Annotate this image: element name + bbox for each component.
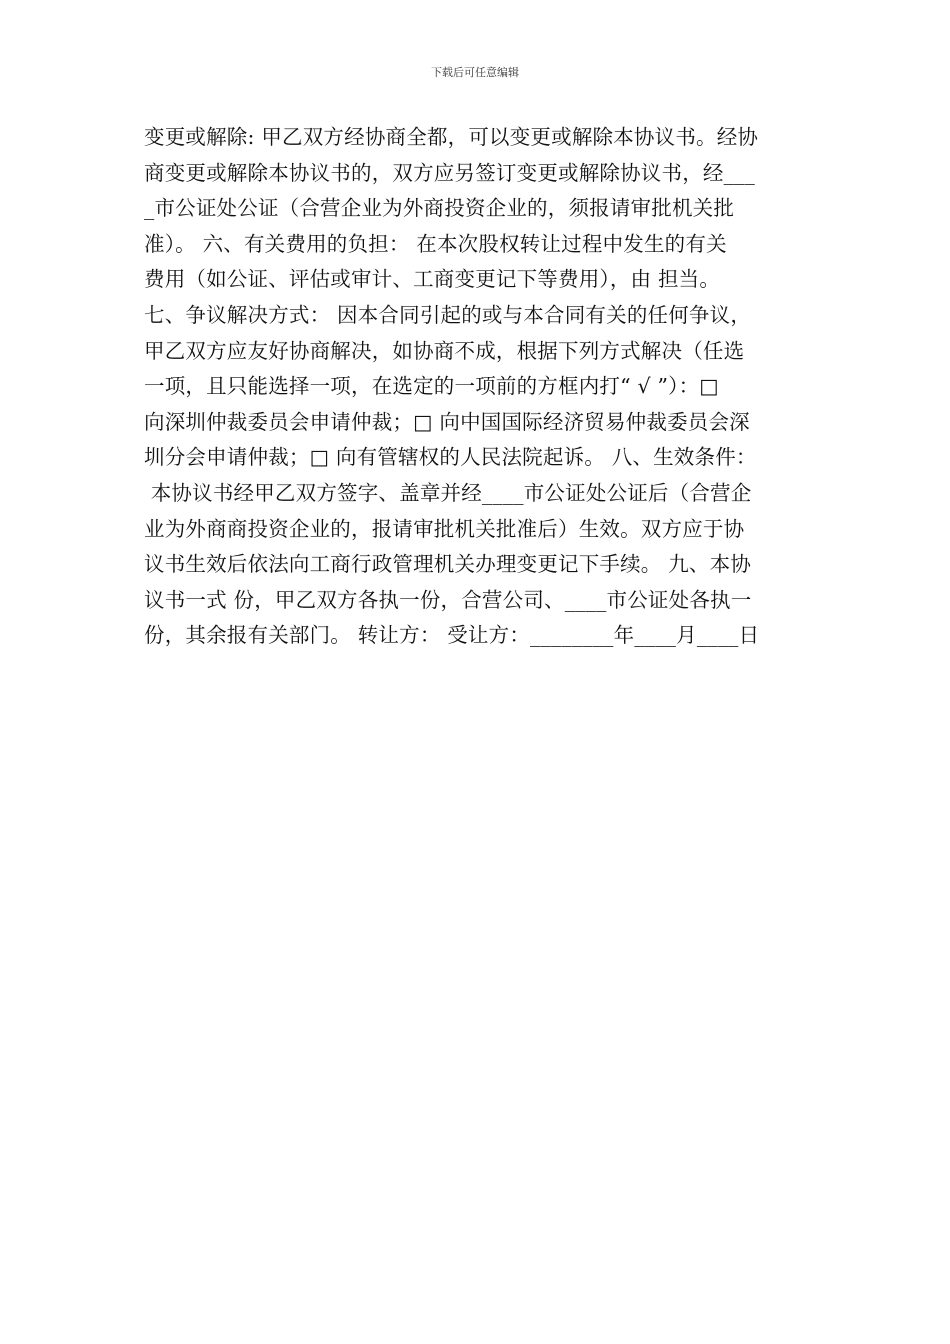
text-line: 变更或解除: 甲乙双方经协商全都，可以变更或解除本协议书。经协 [144,125,759,149]
text-line: 圳分会申请仲裁；□ 向有管辖权的人民法院起诉。 八、生效条件： [144,445,757,470]
document-body [144,120,844,654]
text-line: 一项，且只能选择一项，在选定的一项前的方框内打“ √ ”）：□ [144,374,719,399]
text-line: 本协议书经甲乙双方签字、盖章并经____市公证处公证后（合营企 [144,480,752,505]
text-line: 议书生效后依法向工商行政管理机关办理变更记下手续。 九、本协 [144,552,752,577]
text-line: 议书一式 份，甲乙双方各执一份，合营公司、____市公证处各执一 [144,587,752,612]
text-line: _市公证处公证（合营企业为外商投资企业的，须报请审批机关批 [144,196,735,221]
text-line: 费用（如公证、评估或审计、工商变更记下等费用），由 担当。 [144,267,721,292]
text-line: 商变更或解除本协议书的，双方应另签订变更或解除协议书，经___ [144,160,755,185]
text-line: 份，其余报有关部门。 转让方： 受让方：________年____月____日 [144,623,760,648]
text-line: 七、争议解决方式： 因本合同引起的或与本合同有关的任何争议， [144,302,752,327]
page-header: 下载后可任意编辑 [431,66,519,79]
text-line: 业为外商商投资企业的，报请审批机关批准后）生效。双方应于协 [144,516,745,541]
text-line: 甲乙双方应友好协商解决，如协商不成，根据下列方式解决（任选 [144,338,745,363]
text-line: 向深圳仲裁委员会申请仲裁；□ 向中国国际经济贸易仲裁委员会深 [144,409,750,434]
text-line: 准）。 六、有关费用的负担： 在本次股权转让过程中发生的有关 [144,231,727,256]
